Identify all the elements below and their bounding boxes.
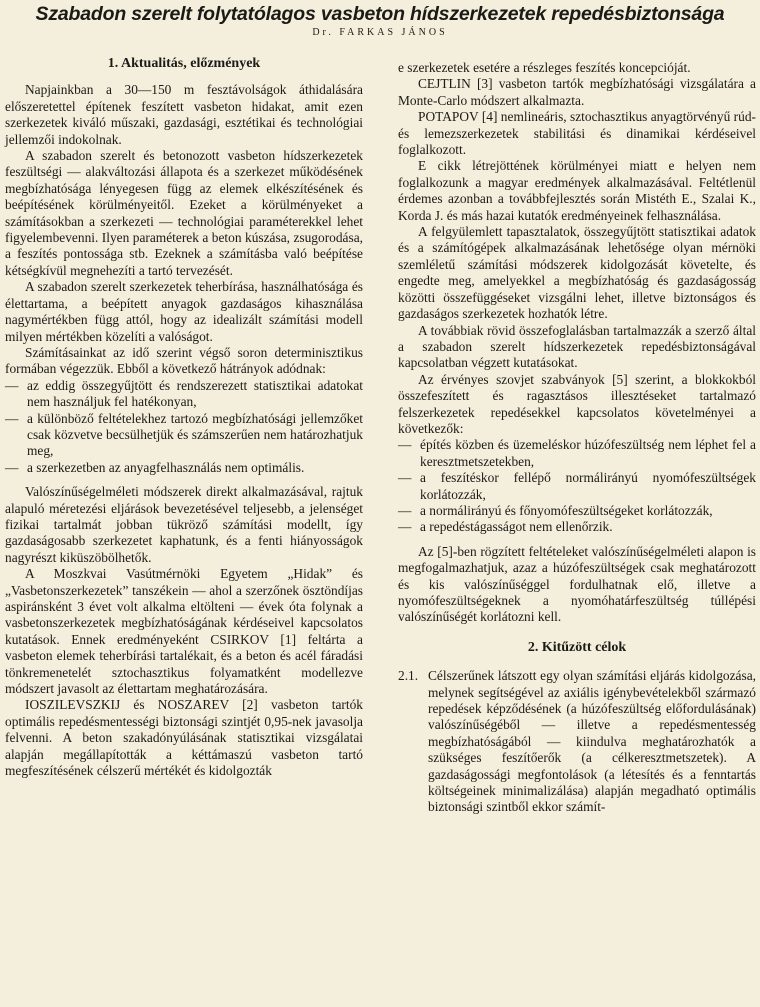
dash-marker: — bbox=[5, 459, 19, 475]
paragraph: POTAPOV [4] nemlineáris, sztochasztikus anyagtörvényű rúd- és lemezszerkezetek stabilitási és dinamikai kérdéseivel foglalkozott. bbox=[398, 109, 756, 158]
left-column bbox=[5, 54, 363, 779]
paragraph: Az érvényes szovjet szabványok [5] szerint, a blokkokból összefeszített és ragasztásos illesztéseket tartalmazó felszerkezetek repedésekkel kapcsolatos követelményei a következők: bbox=[398, 371, 756, 436]
spacer bbox=[5, 476, 363, 484]
list-item bbox=[398, 519, 756, 535]
list-item-text: a feszítéskor fellépő normálirányú nyomófeszültségek korlátozzák, bbox=[420, 470, 756, 502]
paragraph: A szabadon szerelt szerkezetek teherbírása, használhatósága és élettartama, a beépített anyagok gazdaságos kihasználása nagymértékben függ attól, hogy az idealizált számítási modell milyen mértékben közelíti a valóságot. bbox=[5, 279, 363, 344]
numbered-item bbox=[398, 668, 756, 816]
right-column bbox=[398, 60, 756, 816]
list-item-text: a normálirányú és főnyomófeszültségeket korlátozzák, bbox=[420, 502, 713, 518]
list-item bbox=[5, 411, 363, 460]
author-line: Dr. FARKAS JÁNOS bbox=[312, 27, 448, 38]
list-item-text: az eddig összegyűjtött és rendszerezett statisztikai adatokat nem használjuk fel hatékonyan, bbox=[27, 377, 363, 410]
list-item bbox=[5, 378, 363, 411]
paragraph: Valószínűségelméleti módszerek direkt alkalmazásával, rajtuk alapuló méretezési eljárások bevezetésével teljesebb, a jelenséget fizikai tartalmát jobban tükröző számítási modellt, így gazdaságosabb szerkezetet kaphatunk, és a fenti hiányosságok nagyrészt kiküszöbölhetők. bbox=[5, 484, 363, 565]
paragraph: e szerkezetek esetére a részleges feszítés koncepcióját. bbox=[398, 60, 691, 75]
dash-marker: — bbox=[398, 502, 412, 518]
paragraph: A Moszkvai Vasútmérnöki Egyetem „Hidak” és „Vasbetonszerkezetek” tanszékein — ahol a szerzőnek ösztöndíjas aspiránsként 3 évet volt alkalma eltölteni — évek óta folynak a vasbetonszerkezetek megbízhatóságának kérdéseivel kapcsolatos kutatások. Ennek eredményeként CSIRKOV [1] feltárta a vasbeton elemek teherbírási tartalékait, és a beton és acél fáradási tönkremenetelét sztochasztikus folyamatként modellezve módszert javasolt az élettartam meghatározására. bbox=[5, 566, 363, 697]
list-item-text: a szerkezetben az anyagfelhasználás nem optimális. bbox=[27, 459, 305, 475]
dash-marker: — bbox=[398, 437, 412, 453]
spacer bbox=[398, 536, 756, 544]
list-item bbox=[398, 437, 756, 470]
dash-marker: — bbox=[5, 377, 19, 393]
list-item-text: építés közben és üzemeléskor húzófeszültség nem léphet fel a keresztmetszetekben, bbox=[420, 437, 756, 469]
list-item-text: a különböző feltételekhez tartozó megbízhatósági jellemzőket csak közvetve becsülhetjük és számszerűen nem határozhatjuk meg, bbox=[27, 410, 363, 459]
paragraph: A szabadon szerelt és betonozott vasbeton hídszerkezetek feszültségi — alakváltozási állapota és a szerkezet működésének megbízhatósága lényegesen függ az elemek elkészítésének és beépítésének körülményeitől. Ezeket a körülményeket a számításokban a szerkezeti — technológiai paraméterekkel lehet figyelembevenni. Ilyen paraméterek a beton kúszása, zsugorodása, a feszítés pontossága stb. Ezeknek a számításba való beépítése kétségkívül megnehezíti a tartó tervezését. bbox=[5, 148, 363, 278]
section-2-heading: 2. Kitűzött célok bbox=[527, 639, 627, 655]
dash-marker: — bbox=[398, 470, 412, 486]
paragraph: A továbbiak rövid összefoglalásban tartalmazzák a szerző által a szabadon szerelt hídszerkezetek repedésbiztonságával kapcsolatban végzett kutatásokat. bbox=[398, 322, 756, 371]
paragraph: CEJTLIN [3] vasbeton tartók megbízhatósági vizsgálatára a Monte-Carlo módszert alkalmazta. bbox=[398, 76, 756, 108]
paragraph: Az [5]-ben rögzített feltételeket valószínűségelméleti alapon is megfogalmazhatjuk, azaz a húzófeszültségek csak meghatározott és kis valószínűséggel fordulhatnak elő, illetve a nyomófeszültségeknek a nyomóhatárfeszültség túllépési valószínűségét korlátozni kell. bbox=[398, 543, 756, 625]
list-item bbox=[398, 470, 756, 503]
paragraph: E cikk létrejöttének körülményei miatt e helyen nem foglalkozunk a magyar eredmények alkalmazásával. Feltétlenül érdemes azonban a továbbfejlesztés során Mistéth E., Szalai K., Korda J. és más hazai kutatók eredményeinek felhasználása. bbox=[398, 158, 756, 223]
paragraph: A felgyülemlett tapasztalatok, összegyűjtött statisztikai adatok és a számítógépek alkalmazásának lehetősége olyan mérnöki szemléletű számítási módszerek kidolgozását követelte, és engedte meg, amelyekkel a megbízhatóság és gazdaságosság közötti összefüggéseket vizsgálni lehet, illetve biztonságos és gazdaságos szerkezetek hozhatók létre. bbox=[398, 224, 756, 322]
list-item-text: a repedéstágasságot nem ellenőrzik. bbox=[420, 519, 613, 535]
paragraph: IOSZILEVSZKIJ és NOSZAREV [2] vasbeton tartók optimális repedésmentességi biztonsági szintjét 0,95-nek javasolja felvenni. A beton szakadónyúlásának statisztikai vizsgálatai alapján megállapították a kéttámaszú vasbeton tartó megfeszítésének célszerű mértékét és kidolgozták bbox=[5, 697, 363, 779]
dash-marker: — bbox=[398, 519, 412, 535]
dash-marker: — bbox=[5, 410, 19, 426]
article-title: Szabadon szerelt folytatólagos vasbeton hídszerkezetek repedésbiztonsága bbox=[35, 3, 725, 25]
list-item bbox=[5, 460, 363, 476]
section-1-heading: 1. Aktualitás, előzmények bbox=[107, 56, 261, 71]
item-number: 2.1. bbox=[398, 668, 419, 684]
numbered-item-text: Célszerűnek látszott egy olyan számítási eljárás kidolgozása, melynek segítségével az axiális igénybevételekből származó repedések képződésének (a húzófeszültség előfordulásának) valószínűségéből — illetve a repedésmentesség megbízhatóságából — kiindulva meghatározhatók a szükséges feszítőerők (a célkeresztmetszetek). A gazdaságossági megfontolások (a létesítés és a fenntartás költségeinek minimalizálása) alapján megadható optimális biztonsági szintből ekkor számít- bbox=[428, 668, 756, 815]
paragraph: Számításainkat az idő szerint végső soron determinisztikus formában végezzük. Ebből a következő hátrányok adódnak: bbox=[5, 344, 363, 377]
list-item bbox=[398, 503, 756, 519]
paragraph: Napjainkban a 30—150 m fesztávolságok áthidalására előszeretettel építenek feszített vasbeton hidakat, amit ezen szerkezetek kiváló műszaki, gazdasági, esztétikai és technológiai jellemzői indokolnak. bbox=[5, 82, 363, 147]
